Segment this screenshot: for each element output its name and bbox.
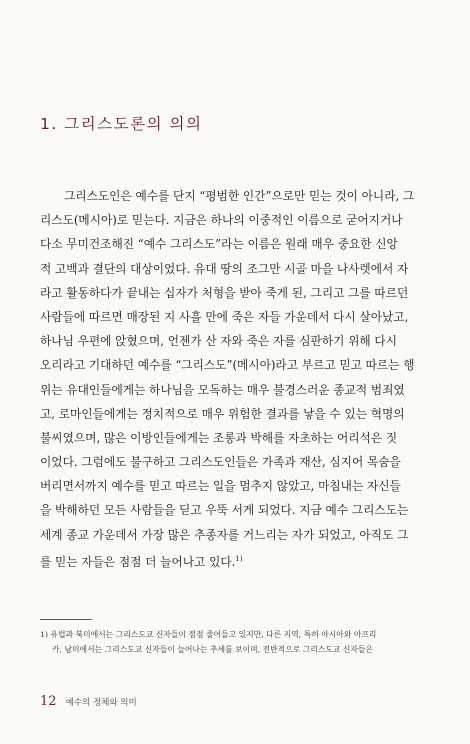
footnote-divider — [40, 619, 92, 620]
paragraph-line: 불씨였으며, 많은 이방인들에게는 조롱과 박해를 자초하는 어리석은 짓 — [40, 430, 398, 445]
footnote — [40, 627, 432, 657]
paragraph-line-last — [40, 547, 432, 571]
paragraph-line: 적 고백과 결단의 대상이었다. 유대 땅의 조그만 시골 마을 나사렛에서 자 — [40, 261, 409, 276]
footnote-reference[interactable]: 1) — [235, 554, 243, 563]
running-title: 예수의 정체와 의미 — [65, 698, 137, 708]
paragraph-line: 하나님 우편에 앉혔으며, 언젠가 산 자와 죽은 자를 심판하기 위해 다시 — [40, 334, 397, 349]
paragraph-line: 사람들에 따르면 매장된 지 사흘 만에 죽은 자들 가운데서 다시 살아났고, — [40, 309, 409, 324]
page-footer — [40, 690, 137, 709]
paragraph-line-text: 를 믿는 자들은 점점 더 늘어나고 있다. — [40, 554, 236, 569]
paragraph-line: 이었다. 그럼에도 불구하고 그리스도인들은 가족과 재산, 심지어 목숨을 — [40, 455, 401, 470]
footnote-line: 1) 유럽과 북미에서는 그리스도교 신자들이 점점 줄어들고 있지만, 다른 지역, 특히 아시아와 아프리 — [40, 630, 377, 639]
paragraph-line: 라고 활동하다가 끝내는 십자가 처형을 받아 죽게 된, 그리고 그를 따르던 — [40, 285, 409, 300]
paragraph-line: 을 박해하던 모든 사람들을 딛고 우뚝 서게 되었다. 지금 예수 그리스도는 — [40, 503, 409, 518]
paragraph-line: 그리스도인은 예수를 단지 “평범한 인간”으로만 믿는 것이 아니라, 그 — [64, 189, 415, 203]
paragraph-line: 버리면서까지 예수를 믿고 따르는 일을 멈추지 않았고, 마침내는 자신들 — [40, 479, 401, 494]
body-paragraph — [40, 184, 432, 571]
paragraph-line: 리스도(메시아)로 믿는다. 지금은 하나의 이중적인 이름으로 굳어지거나 — [40, 213, 403, 228]
paragraph-line: 고, 로마인들에게는 정치적으로 매우 위험한 결과를 낳을 수 있는 혁명의 — [40, 406, 405, 421]
page-number: 12 — [40, 694, 57, 709]
paragraph-line: 다소 무미건조해진 “예수 그리스도”라는 이름은 원래 매우 중요한 신앙 — [40, 237, 398, 252]
section-heading: 1. 그리스도론의 의의 — [40, 115, 203, 133]
paragraph-line: 오리라고 기대하던 예수를 “그리스도”(메시아)라고 부르고 믿고 따르는 행 — [40, 358, 415, 373]
paragraph-line: 위는 유대인들에게는 하나님을 모독하는 매우 불경스러운 종교적 범죄였 — [40, 382, 405, 397]
paragraph-line: 세계 종교 가운데서 가장 많은 추종자를 거느리는 자가 되었고, 아직도 그 — [40, 527, 409, 542]
footnote-line: 카, 남미에서는 그리스도교 신자들이 늘어나는 추세를 보이며, 전반적으로 그리스도교 신자들은 — [52, 645, 373, 654]
